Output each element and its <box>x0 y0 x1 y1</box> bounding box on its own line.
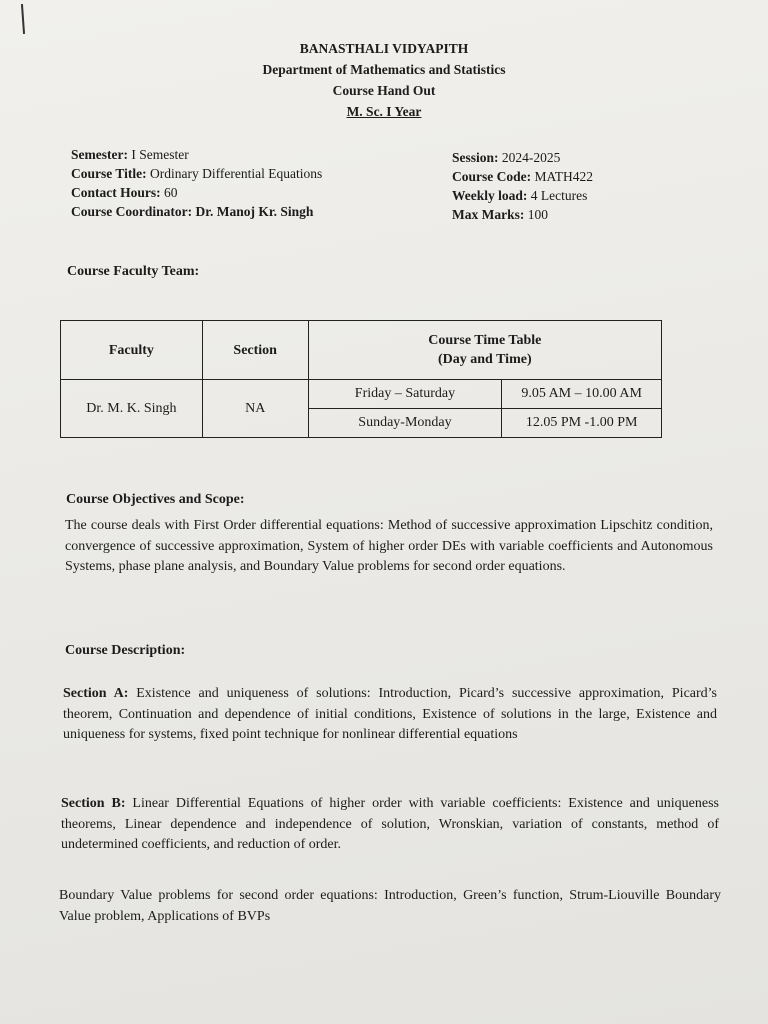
timetable-header-row <box>61 321 662 380</box>
max-marks-value: 100 <box>524 207 548 222</box>
max-marks-line <box>452 205 593 224</box>
semester-line <box>71 145 322 164</box>
department-name: Department of Mathematics and Statistics <box>262 62 506 77</box>
bvp-paragraph: Boundary Value problems for second order equations: Introduction, Green’s function, Strum-Liouville Boundary Value problem, Applications of BVPs <box>59 888 721 924</box>
document-type: Course Hand Out <box>332 83 436 98</box>
coordinator-line <box>71 202 322 221</box>
timetable <box>60 320 662 438</box>
time-column-header <box>308 321 661 380</box>
faculty-cell: Dr. M. K. Singh <box>61 380 203 438</box>
max-marks-label: Max Marks: <box>452 207 525 222</box>
program-year: M. Sc. I Year <box>346 104 422 119</box>
section-b-text: Linear Differential Equations of higher order with variable coefficients: Existence and uniqueness theorems, Linear dependence and independence of solution, Wronskian, variation of constants, method of undetermined coefficients, and reduction of order. <box>61 796 719 852</box>
weekly-load-label: Weekly load: <box>452 188 528 203</box>
session-line <box>452 148 593 167</box>
faculty-team-heading: Course Faculty Team: <box>67 264 200 279</box>
time-cell: 12.05 PM -1.00 PM <box>502 409 662 438</box>
course-code-value: MATH422 <box>531 169 594 184</box>
course-code-label: Course Code: <box>452 169 532 184</box>
time-cell: 9.05 AM – 10.00 AM <box>502 380 662 409</box>
coordinator-label: Course Coordinator: Dr. Manoj Kr. Singh <box>71 204 314 219</box>
contact-hours-value: 60 <box>160 185 178 200</box>
semester-label: Semester: <box>71 147 128 162</box>
course-title-line <box>71 164 322 183</box>
course-code-line <box>452 167 593 186</box>
weekly-load-line <box>452 186 593 205</box>
course-info-left <box>71 145 322 221</box>
course-title-label: Course Title: <box>71 166 147 181</box>
course-info-right <box>452 148 593 224</box>
day-cell: Friday – Saturday <box>308 380 502 409</box>
semester-value: I Semester <box>127 147 189 162</box>
description-heading: Course Description: <box>65 643 186 658</box>
objectives-text: The course deals with First Order differential equations: Method of successive approximation Lipschitz condition, convergence of successive approximation, System of higher order DEs with variable coefficients and Autonomous Systems, phase plane analysis, and Boundary Value problems for second order equations. <box>65 518 713 574</box>
day-cell: Sunday-Monday <box>308 409 502 438</box>
pen-mark <box>21 4 25 34</box>
section-column-header: Section <box>202 321 308 380</box>
section-a-label: Section A: <box>63 686 129 701</box>
time-header-line2: (Day and Time) <box>438 352 532 368</box>
section-b-paragraph <box>61 794 719 856</box>
faculty-column-header: Faculty <box>61 321 203 380</box>
objectives-heading: Course Objectives and Scope: <box>66 492 245 507</box>
document-header <box>0 38 768 122</box>
section-a-paragraph <box>63 684 717 746</box>
time-header-line1: Course Time Table <box>428 333 542 349</box>
section-cell: NA <box>202 380 308 438</box>
session-value: 2024-2025 <box>498 150 561 165</box>
section-b-label: Section B: <box>61 796 126 811</box>
course-title-value: Ordinary Differential Equations <box>146 166 323 181</box>
contact-hours-label: Contact Hours: <box>71 185 161 200</box>
university-name: BANASTHALI VIDYAPITH <box>299 41 469 56</box>
weekly-load-value: 4 Lectures <box>527 188 588 203</box>
section-a-text: Existence and uniqueness of solutions: Introduction, Picard’s successive approximation, Picard’s theorem, Continuation and dependence of initial conditions, Existence of solutions in the large, Existence and uniqueness for systems, fixed point technique for nonlinear differential equations <box>63 686 717 742</box>
session-label: Session: <box>452 150 499 165</box>
table-row <box>61 380 662 409</box>
contact-hours-line <box>71 183 322 202</box>
